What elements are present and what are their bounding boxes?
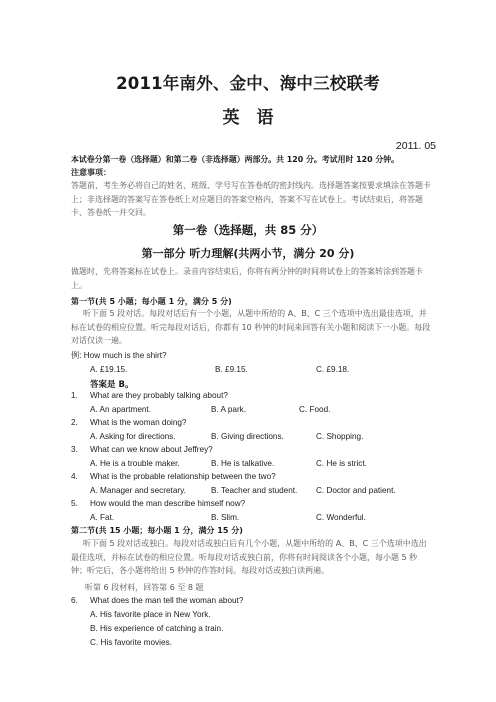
option-b: B. A park. bbox=[211, 405, 247, 414]
part1-title: 第一部分 听力理解(共两小节，满分 20 分) bbox=[141, 247, 355, 260]
option-b: B. His experience of catching a train. bbox=[90, 624, 224, 633]
option-c: C. Wonderful. bbox=[316, 513, 366, 522]
exam-date: 2011. 05 bbox=[395, 140, 436, 152]
volume1-title: 第一卷（选择题，共 85 分） bbox=[172, 223, 324, 237]
exam-structure-note: 本试卷分第一卷（选择题）和第二卷（非选择题）两部分。共 120 分。考试用时 120 分钟。 bbox=[71, 155, 399, 164]
question-text: What are they probably talking about? bbox=[90, 391, 228, 400]
option-c: C. He is strict. bbox=[316, 459, 367, 468]
notice-label: 注意事项： bbox=[71, 168, 111, 177]
example-option-c: C. £9.18. bbox=[316, 365, 350, 374]
question-text: What can we know about Jeffrey? bbox=[90, 445, 213, 454]
option-c: C. Doctor and patient. bbox=[316, 486, 396, 495]
option-c: C. His favorite movies. bbox=[90, 638, 172, 647]
option-a: A. An apartment. bbox=[90, 405, 151, 414]
subject-title: 英 语 bbox=[222, 108, 274, 128]
exam-title: 2011年南外、金中、海中三校联考 bbox=[116, 74, 380, 93]
section2-instruction: 听下面 5 段对话或独白。每段对话或独白后有几个小题，从题中所给的 A、B、C 三个选项中选出最佳选项，并标在试卷的相应位置。听每段对话或独白前，你将有时间阅读各个小题，每小题 5 秒钟；听完后，各小题将给出 5 秒钟的作答时间。每段对话或独白读两遍。 bbox=[71, 539, 427, 575]
question-text: What is the woman doing? bbox=[90, 418, 187, 427]
notice-text: 答题前，考生务必将自己的姓名、班级、学号写在答卷纸的密封线内。选择题答案按要求填涂在答题卡上；非选择题的答案写在答卷纸上对应题目的答案空格内，答案不写在试卷上。考试结束后，将答题卡、答卷纸一并交回。 bbox=[71, 181, 431, 217]
option-b: B. Giving directions. bbox=[211, 432, 284, 441]
example-option-b: B. £9.15. bbox=[215, 365, 248, 374]
question-number: 1. bbox=[71, 391, 78, 400]
question-number: 5. bbox=[71, 499, 78, 508]
section2-title: 第二节(共 15 小题；每小题 1 分，满分 15 分) bbox=[71, 526, 243, 535]
option-a: A. He is a trouble maker. bbox=[90, 459, 180, 468]
question-text: What does the man tell the woman about? bbox=[90, 596, 244, 605]
question-number: 2. bbox=[71, 418, 78, 427]
example-answer: 答案是 B。 bbox=[90, 380, 134, 390]
option-b: B. Slim. bbox=[211, 513, 240, 522]
section1-instruction: 听下面 5 段对话。每段对话后有一个小题，从题中所给的 A、B、C 三个选项中选出最佳选项，并标在试卷的相应位置。听完每段对话后，你都有 10 秒钟的时间来回答有关小题和阅读下一小题。每段对话仅读一遍。 bbox=[71, 309, 431, 345]
section2-lead: 听第 6 段材料，回答第 6 至 8 题 bbox=[85, 583, 204, 592]
question-number: 6. bbox=[71, 596, 78, 605]
question-number: 4. bbox=[71, 472, 78, 481]
option-a: A. Asking for directions. bbox=[90, 432, 176, 441]
option-b: B. He is talkative. bbox=[211, 459, 275, 468]
option-a: A. Manager and secretary. bbox=[90, 486, 186, 495]
option-c: C. Food. bbox=[299, 405, 331, 414]
example-question: 例: How much is the shirt? bbox=[71, 351, 167, 360]
option-b: B. Teacher and student. bbox=[211, 486, 298, 495]
part1-instruction: 做题时，先将答案标在试卷上。录音内容结束后，你将有两分钟的时间将试卷上的答案转涂到答题卡上。 bbox=[71, 267, 423, 290]
question-text: What is the probable relationship between the two? bbox=[90, 472, 276, 481]
section1-title: 第一节(共 5 小题；每小题 1 分，满分 5 分) bbox=[71, 297, 232, 306]
option-a: A. His favorite place in New York. bbox=[90, 610, 211, 619]
example-option-a: A. £19.15. bbox=[90, 365, 128, 374]
option-a: A. Fat. bbox=[90, 513, 115, 522]
question-number: 3. bbox=[71, 445, 78, 454]
question-text: How would the man describe himself now? bbox=[90, 499, 246, 508]
option-c: C. Shopping. bbox=[316, 432, 364, 441]
